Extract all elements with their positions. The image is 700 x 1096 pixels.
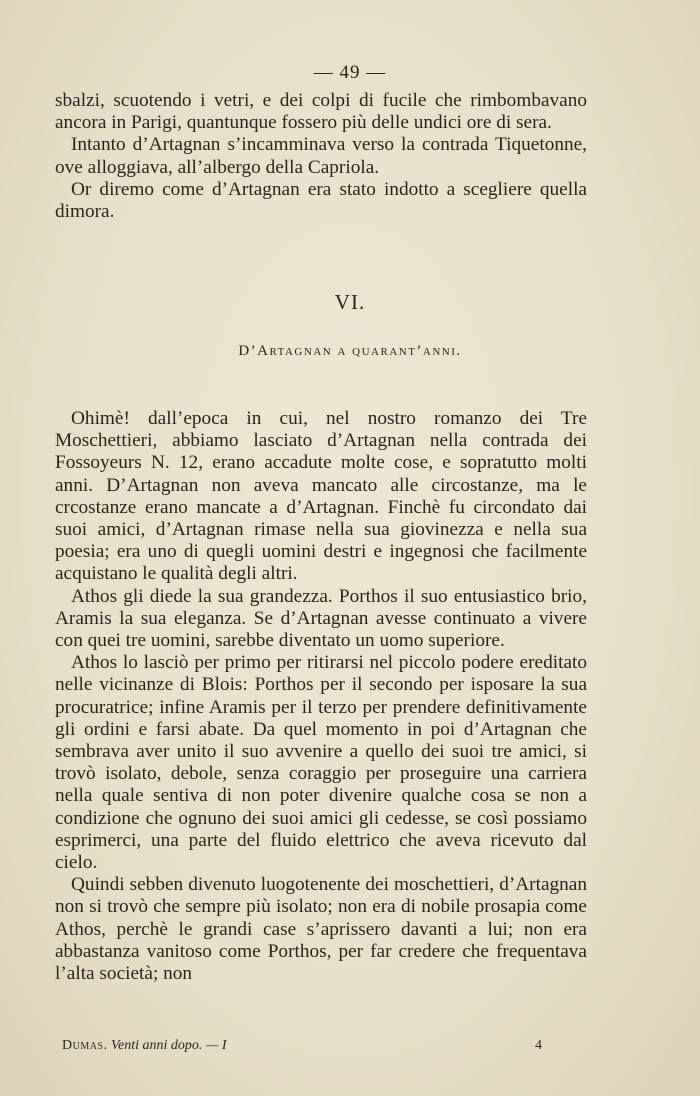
- paragraph: Athos gli diede la sua grandezza. Porthos il suo entusiastico brio, Aramis la sua eleganza. Se d’Artagnan avesse continuato a vivere con quei tre uomini, sarebbe diventato un uomo superiore.: [55, 585, 587, 652]
- chapter-number: VI.: [334, 290, 366, 314]
- paragraph: sbalzi, scuotendo i vetri, e dei colpi di fucile che rimbombavano ancora in Parigi, quantunque fossero più delle undici ore di sera.: [55, 90, 587, 134]
- paragraph: Quindi sebben divenuto luogotenente dei moschettieri, d’Artagnan non si trovò che sempre più isolato; non era di nobile prosapia come Athos, perchè le grandi case s’aprissero davanti a lui; non era abbastanza vanitoso come Porthos, per far credere che frequentava l’alta società; non: [55, 874, 587, 985]
- paragraph: Athos lo lasciò per primo per ritirarsi nel piccolo podere ereditato nelle vicinanze di Blois: Porthos per il secondo per isposare la sua procuratrice; infine Aramis per il terzo per prendere definitivamente gli ordini e farsi abate. Da quel momento in poi d’Artagnan che sembrava aver unito il suo avvenire a quello dei suoi tre amici, si trovò isolato, debole, senza coraggio per proseguire una carriera nella quale sentiva di non poter divenire qualche cosa se non a condizione che ognuno dei suoi amici gli cedesse, se così possiamo esprimerci, una parte del fluido elettrico che aveva ricevuto dal cielo.: [55, 652, 587, 874]
- footer-author: Dumas.: [62, 1038, 108, 1053]
- chapter-text-block: [55, 408, 587, 985]
- paragraph: Intanto d’Artagnan s’incamminava verso la contrada Tiquetonne, ove alloggiava, all’albergo della Capriola.: [55, 134, 587, 178]
- paragraph: Or diremo come d’Artagnan era stato indotto a scegliere quella dimora.: [55, 178, 587, 223]
- page-footer: [62, 1038, 542, 1054]
- paragraph: Ohimè! dall’epoca in cui, nel nostro romanzo dei Tre Moschettieri, abbiamo lasciato d’Artagnan nella contrada dei Fossoyeurs N. 12, erano accadute molte cose, e sopratutto molti anni. D’Artagnan non aveva mancato alle circostanze, ma le crcostanze erano mancate a d’Artagnan. Finchè fu circondato dai suoi amici, d’Artagnan rimase nella sua giovinezza e nella sua poesia; era uno di quegli uomini destri e ingegnosi che facilmente acquistano le qualità degli altri.: [55, 408, 587, 585]
- footer-title: Venti anni dopo. — I: [111, 1038, 227, 1053]
- top-text-block: [55, 90, 587, 223]
- chapter-title: D’Artagnan a quarant’anni.: [238, 343, 462, 359]
- page-number: — 49 —: [313, 62, 387, 83]
- footer-book-reference: [62, 1038, 227, 1054]
- footer-signature-mark: 4: [535, 1038, 542, 1053]
